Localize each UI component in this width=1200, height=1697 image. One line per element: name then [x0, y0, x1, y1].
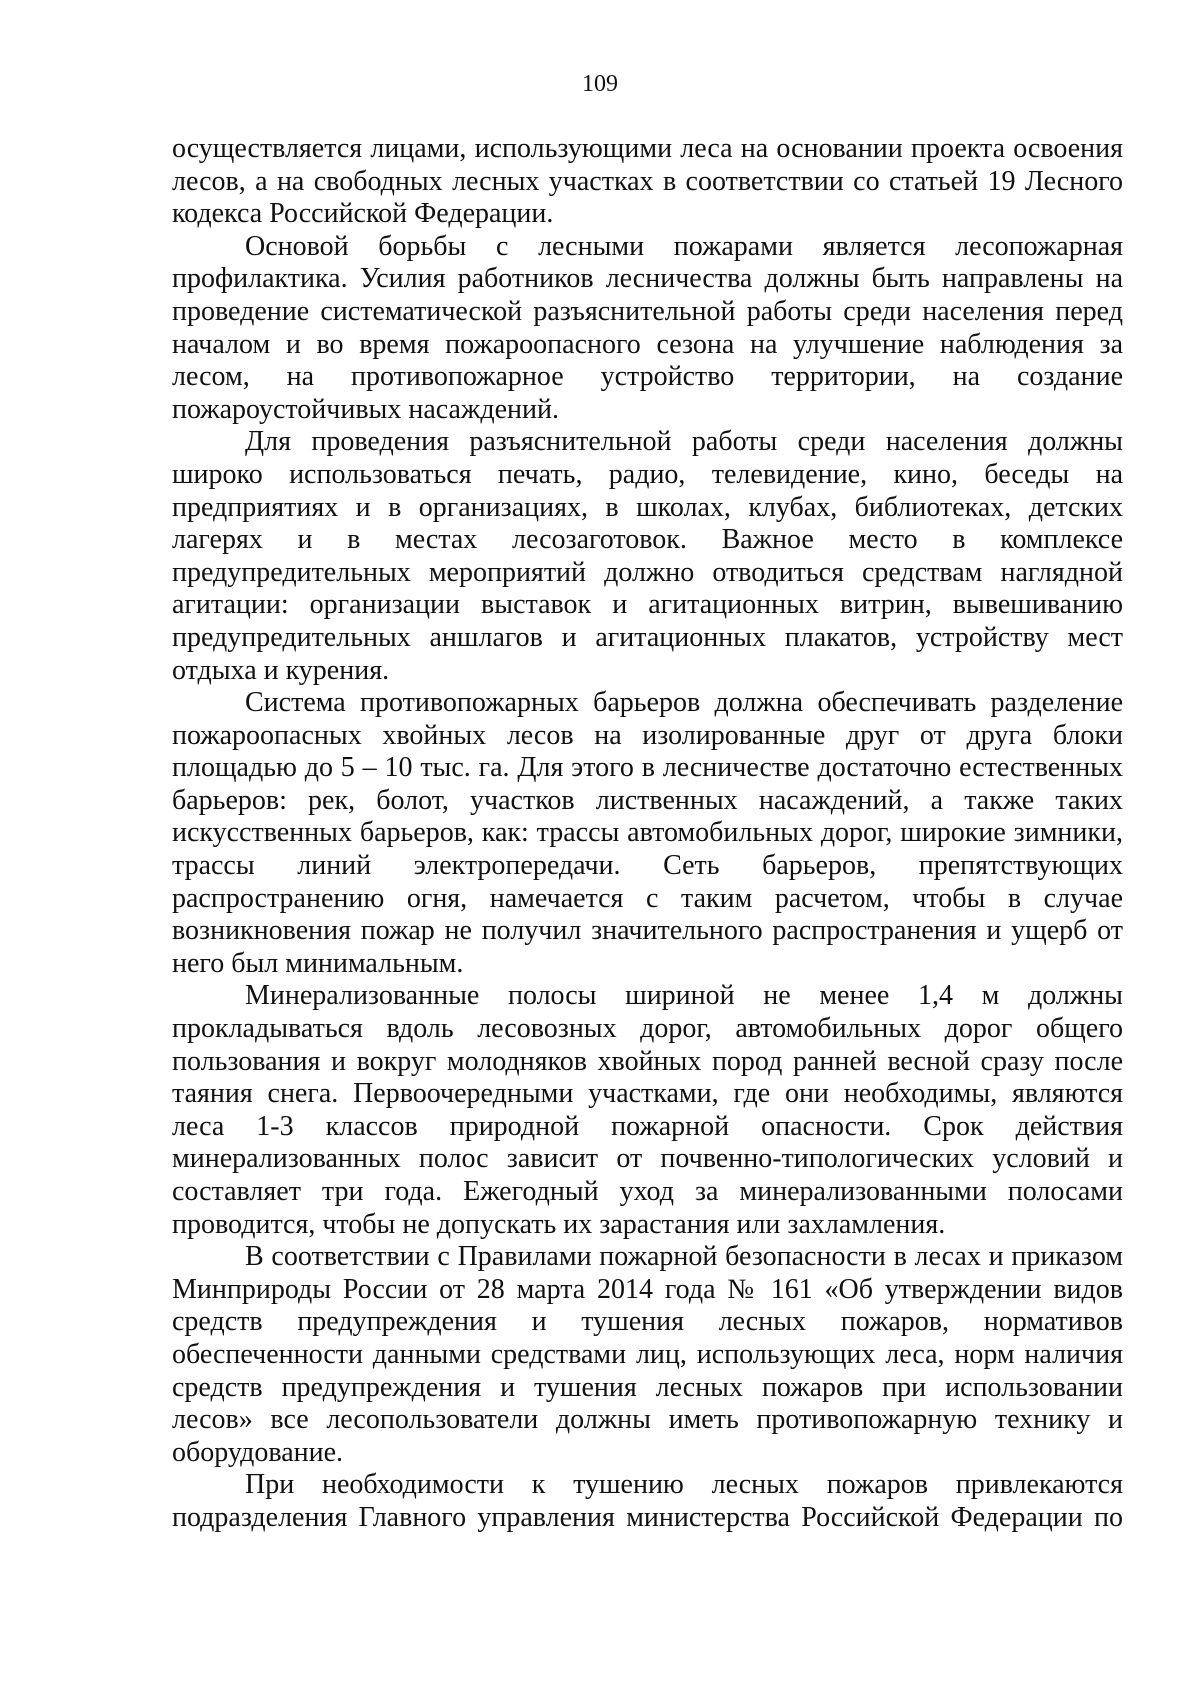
body-text [172, 133, 1123, 1535]
paragraph-2: Основой борьбы с лесными пожарами является лесопожарная профилактика. Усилия работников лесничества должны быть направлены на проведение систематической разъяснительной работы среди населения перед началом и во время пожароопасного сезона на улучшение наблюдения за лесом, на противопожарное устройство территории, на создание пожароустойчивых насаждений. [172, 230, 1123, 425]
page-number: 109 [582, 71, 618, 97]
paragraph-1: осуществляется лицами, использующими леса на основании проекта освоения лесов, а на свободных лесных участках в соответствии со статьей 19 Лесного кодекса Российской Федерации. [172, 133, 1123, 230]
paragraph-6: В соответствии с Правилами пожарной безопасности в лесах и приказом Минприроды России от 28 марта 2014 года № 161 «Об утверждении видов средств предупреждения и тушения лесных пожаров, нормативов обеспеченности данными средствами лиц, использующих леса, норм наличия средств предупреждения и тушения лесных пожаров при использовании лесов» все лесопользователи должны иметь противопожарную технику и оборудование. [172, 1241, 1123, 1468]
paragraph-5: Минерализованные полосы шириной не менее 1,4 м должны прокладываться вдоль лесовозных дорог, автомобильных дорог общего пользования и вокруг молодняков хвойных пород ранней весной сразу после таяния снега. Первоочередными участками, где они необходимы, являются леса 1-3 классов природной пожарной опасности. Срок действия минерализованных полос зависит от почвенно-типологических условий и составляет три года. Ежегодный уход за минерализованными полосами проводится, чтобы не допускать их зарастания или захламления. [172, 980, 1123, 1240]
paragraph-7: При необходимости к тушению лесных пожаров привлекаются подразделения Главного управления министерства Российской Федерации по [172, 1469, 1123, 1533]
paragraph-3: Для проведения разъяснительной работы среди населения должны широко использоваться печать, радио, телевидение, кино, беседы на предприятиях и в организациях, в школах, клубах, библиотеках, детских лагерях и в местах лесозаготовок. Важное место в комплексе предупредительных мероприятий должно отводиться средствам наглядной агитации: организации выставок и агитационных витрин, вывешиванию предупредительных аншлагов и агитационных плакатов, устройству мест отдыха и курения. [172, 426, 1123, 686]
paragraph-4: Система противопожарных барьеров должна обеспечивать разделение пожароопасных хвойных лесов на изолированные друг от друга блоки площадью до 5 – 10 тыс. га. Для этого в лесничестве достаточно естественных барьеров: рек, болот, участков лиственных насаждений, а также таких искусственных барьеров, как: трассы автомобильных дорог, широкие зимники, трассы линий электропередачи. Сеть барьеров, препятствующих распространению огня, намечается с таким расчетом, чтобы в случае возникновения пожар не получил значительного распространения и ущерб от него был минимальным. [172, 687, 1123, 979]
